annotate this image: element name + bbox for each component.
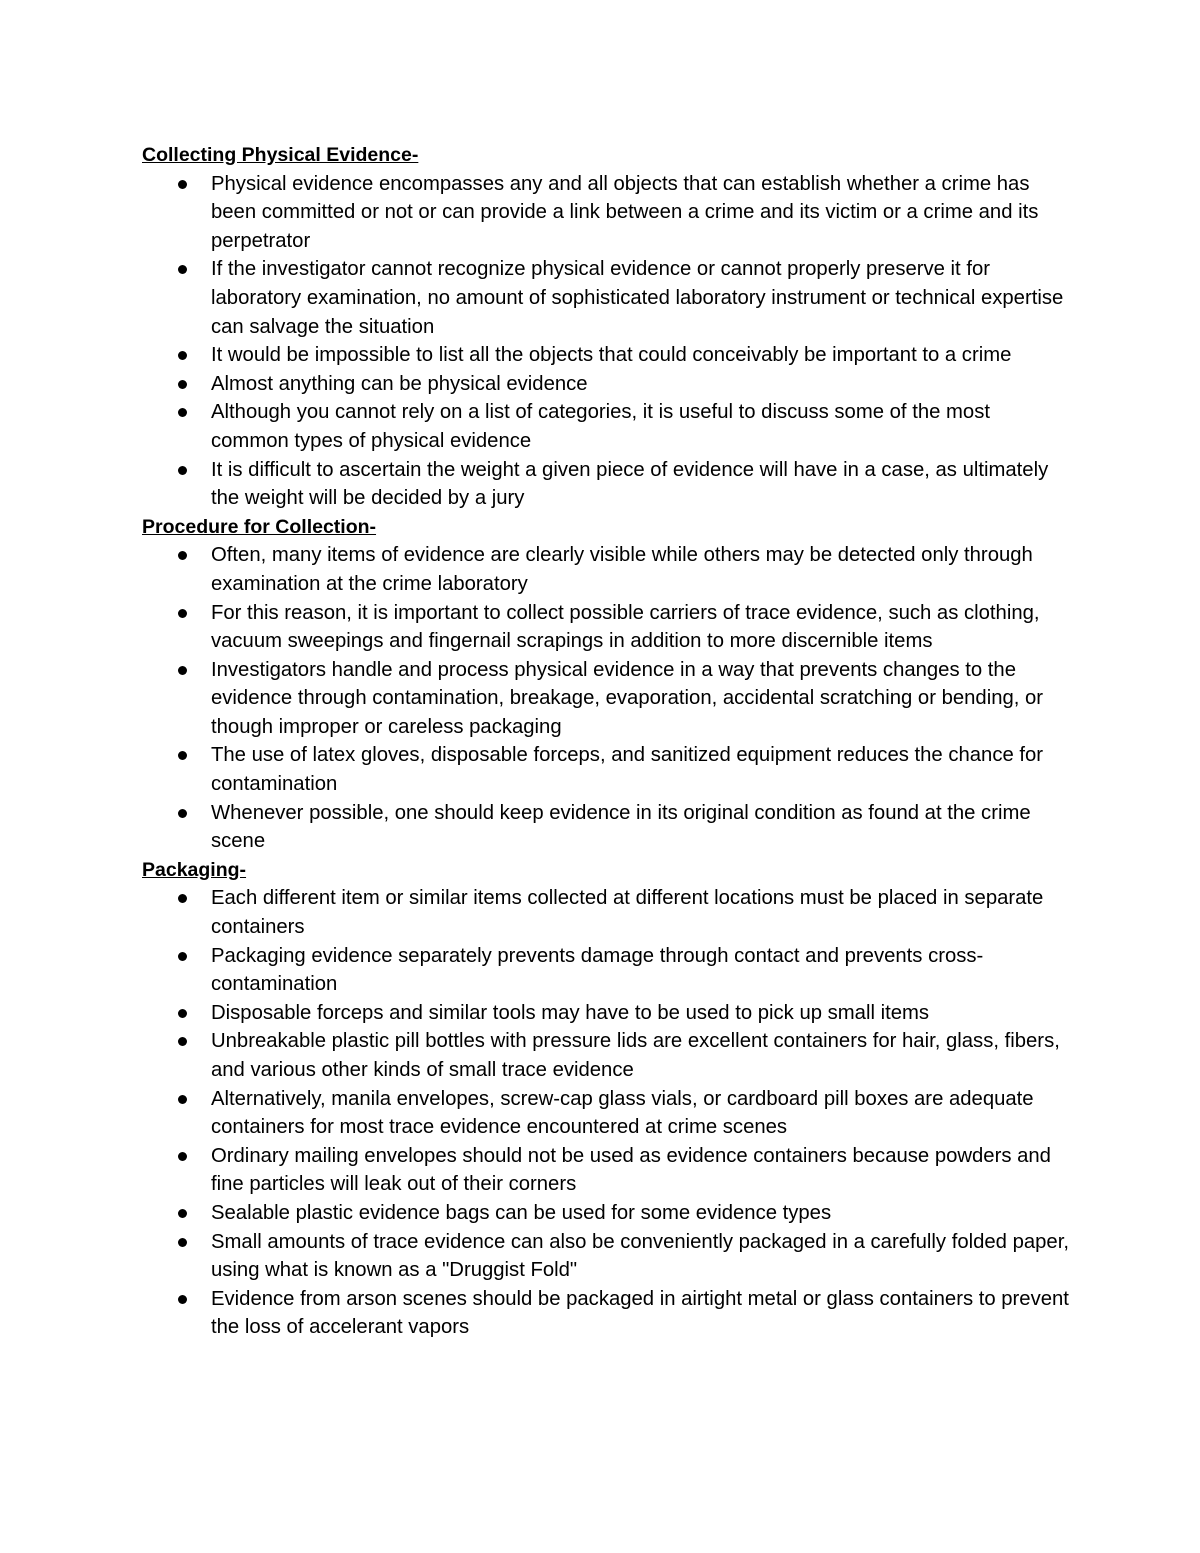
list-item-text: Physical evidence encompasses any and all objects that can establish whether a crime has been committed or not or can provide a link between a crime and its victim or a crime and its perpetrator — [211, 172, 1039, 252]
list-item-text: Almost anything can be physical evidence — [211, 372, 588, 395]
bullet-icon — [178, 809, 187, 818]
list-item-text: Small amounts of trace evidence can also be conveniently packaged in a carefully folded paper, using what is known as a "Druggist Fold" — [211, 1230, 1069, 1282]
bullet-list — [142, 541, 1072, 856]
list-item — [211, 1142, 1072, 1199]
list-item-text: It is difficult to ascertain the weight a given piece of evidence will have in a case, as ultimately the weight will be decided by a jury — [211, 458, 1049, 510]
list-item-text: Often, many items of evidence are clearly visible while others may be detected only through examination at the crime laboratory — [211, 544, 1033, 595]
bullet-icon — [178, 609, 187, 618]
bullet-icon — [178, 1295, 187, 1304]
list-item — [211, 799, 1072, 856]
bullet-icon — [178, 351, 187, 360]
bullet-icon — [178, 1009, 187, 1018]
bullet-icon — [178, 952, 187, 961]
bullet-icon — [178, 1095, 187, 1104]
list-item — [211, 1027, 1072, 1084]
section-procedure-for-collection — [142, 513, 1072, 856]
list-item-text: Sealable plastic evidence bags can be used for some evidence types — [211, 1201, 832, 1224]
list-item — [211, 1285, 1072, 1342]
list-item — [211, 741, 1072, 798]
bullet-icon — [178, 551, 187, 560]
list-item-text: If the investigator cannot recognize physical evidence or cannot properly preserve it for laboratory examination, no amount of sophisticated laboratory instrument or technical expertise can salvage the situation — [211, 258, 1064, 338]
list-item — [211, 656, 1072, 742]
bullet-list — [142, 170, 1072, 513]
list-item-text: Alternatively, manila envelopes, screw-cap glass vials, or cardboard pill boxes are adequate containers for most trace evidence encountered at crime scenes — [211, 1087, 1034, 1139]
section-collecting-physical-evidence — [142, 141, 1072, 513]
bullet-icon — [178, 894, 187, 903]
bullet-icon — [178, 666, 187, 675]
list-item-text: Disposable forceps and similar tools may have to be used to pick up small items — [211, 1001, 930, 1024]
list-item-text: Each different item or similar items collected at different locations must be placed in separate containers — [211, 887, 1044, 939]
list-item — [211, 370, 1072, 399]
bullet-icon — [178, 408, 187, 417]
list-item — [211, 884, 1072, 941]
section-packaging — [142, 856, 1072, 1342]
bullet-icon — [178, 751, 187, 760]
list-item — [211, 1085, 1072, 1142]
document-page — [142, 141, 1072, 1342]
list-item — [211, 1228, 1072, 1285]
list-item-text: For this reason, it is important to collect possible carriers of trace evidence, such as clothing, vacuum sweepings and fingernail scrapings in addition to more discernible items — [211, 601, 1040, 653]
list-item — [211, 599, 1072, 656]
list-item — [211, 942, 1072, 999]
bullet-icon — [178, 1238, 187, 1247]
list-item-text: The use of latex gloves, disposable forceps, and sanitized equipment reduces the chance for contamination — [211, 744, 1044, 796]
bullet-list — [142, 884, 1072, 1342]
list-item-text: Ordinary mailing envelopes should not be used as evidence containers because powders and fine particles will leak out of their corners — [211, 1144, 1051, 1196]
bullet-icon — [178, 1209, 187, 1218]
list-item — [211, 999, 1072, 1028]
list-item — [211, 398, 1072, 455]
bullet-icon — [178, 265, 187, 274]
section-heading: Collecting Physical Evidence- — [142, 144, 419, 166]
list-item-text: Investigators handle and process physical evidence in a way that prevents changes to the evidence through contamination, breakage, evaporation, accidental scratching or bending, or though improper or careless packaging — [211, 658, 1044, 738]
list-item — [211, 255, 1072, 341]
list-item-text: Packaging evidence separately prevents damage through contact and prevents cross-contamination — [211, 944, 984, 996]
list-item — [211, 1199, 1072, 1228]
list-item-text: It would be impossible to list all the objects that could conceivably be important to a crime — [211, 344, 1012, 367]
bullet-icon — [178, 1152, 187, 1161]
bullet-icon — [178, 466, 187, 475]
list-item — [211, 456, 1072, 513]
list-item — [211, 541, 1072, 598]
section-heading: Procedure for Collection- — [142, 515, 377, 538]
list-item-text: Whenever possible, one should keep evidence in its original condition as found at the crime scene — [211, 801, 1031, 853]
section-heading: Packaging- — [142, 858, 247, 881]
bullet-icon — [178, 1037, 187, 1046]
list-item-text: Although you cannot rely on a list of categories, it is useful to discuss some of the most common types of physical evidence — [211, 401, 990, 452]
list-item — [211, 341, 1072, 370]
bullet-icon — [178, 380, 187, 389]
list-item-text: Evidence from arson scenes should be packaged in airtight metal or glass containers to prevent the loss of accelerant vapors — [211, 1287, 1069, 1339]
list-item — [211, 170, 1072, 256]
bullet-icon — [178, 180, 187, 189]
list-item-text: Unbreakable plastic pill bottles with pressure lids are excellent containers for hair, glass, fibers, and various other kinds of small trace evidence — [211, 1030, 1060, 1081]
